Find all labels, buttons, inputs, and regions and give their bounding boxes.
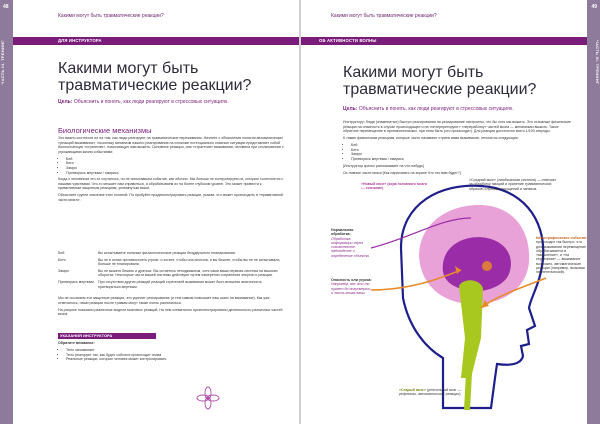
definition-row: [58, 251, 284, 256]
paragraph: На рисунке показаны различные модели мозговых реакций. На нем схематично проиллюстрированы деятельность различных частей мозга.: [58, 307, 283, 317]
goal-label: Цель:: [343, 106, 358, 112]
goal-label: Цель:: [58, 99, 73, 105]
definition-term: Замри: [58, 268, 69, 273]
list-item: • Замри: [66, 166, 284, 171]
old-brain-text: (рептильный мозг — рефлексы, автоматические реакции): [399, 388, 462, 397]
new-brain-label: [361, 182, 431, 191]
list-item: • Реальные реакции, которые человек может контролировать: [66, 357, 284, 362]
section-bar-label: ДЛЯ ИНСТРУКТОРА: [58, 38, 102, 43]
catastrophic-title: Катастрофическое событие:: [536, 236, 588, 240]
section-bar-label: ОБ АКТИВНОСТИ ВОЛНЫ: [319, 38, 377, 43]
catastrophic-label: [536, 236, 588, 275]
section-heading: Биологические механизмы: [58, 126, 152, 135]
normal-processing-title: Нормальная обработка:: [331, 228, 354, 237]
page-title: Какими могут быть травматические реакции?: [343, 64, 537, 98]
normal-processing-label: [331, 228, 371, 258]
paragraph: К таким физическим реакциям, которые часто называют стратегиями выживания, относятся следующие:: [343, 136, 519, 141]
brain-illustration: [331, 178, 593, 418]
running-head: Какими могут быть травматические реакции?: [58, 13, 164, 19]
bullet-list: [58, 157, 284, 175]
list-item: • Тело запоминает: [66, 348, 284, 353]
amygdala-marker: [482, 261, 492, 271]
mid-brain-text: «Средний мозг» (лимбическая система) — отвечает за обработку эмоций и хранение травматических образов, слуховых ощущений и запахов.: [469, 178, 557, 191]
threat-label: [331, 278, 373, 295]
paragraph: Объясните группе значение этих понятий. По пробуйте продемонстрировать реакции, указав, что может происходить в «примитивной части мозга».: [58, 193, 283, 202]
goal-line: [343, 106, 573, 112]
list-item: • Тело реагирует так, как будто событие происходит снова: [66, 353, 284, 358]
instructor-notes-bar: УКАЗАНИЯ ИНСТРУКТОРА: [58, 333, 156, 339]
page-number: 49: [591, 4, 597, 10]
goal-text: Объяснить и понять, как люди реагируют в стрессовых ситуациях.: [73, 99, 229, 105]
list-item: • Беги: [66, 161, 284, 166]
body-text-1: [58, 136, 284, 205]
paragraph: Мы не осознаем эти защитные реакции, это укрепит реагирование (и тем самым повышает наш шанс на выживание). Как уже отмечалось, наши реакции после травмы могут также очень различаться.: [58, 296, 270, 305]
threat-text: Например, вас что-то пугает до полусмерти, и часть мозга вами.: [331, 282, 372, 295]
definition-text: Вы не можете бежать и драться. Вы остаетесь неподвижным, хотя сама ваша нервная система на высоких оборотах. Некоторые части вашей системы действуют путем намеренно сохранения энергии и реакции.: [98, 268, 278, 278]
flower-ornament-icon: [195, 385, 221, 411]
list-item: • Замри: [351, 152, 573, 157]
paragraph: Ос новные части мозга [Как нарисовать на экране Что это вам будет?]: [343, 170, 461, 175]
bullet-list: [58, 348, 284, 362]
brain-diagram: [331, 178, 593, 418]
paragraph: Когда с человеком что-то случилось, но не испытавшим событие, как обычно. Мы больше не контролируем их, которые соотносятся с нашими чувствами. Что-то мешает нам справиться, а обрабатываем их на более глубоком уровне. Это может привести к примитивным защитным реакциям, упомянутым выше.: [58, 177, 284, 191]
page-title: Какими могут быть травматические реакции?: [58, 60, 252, 94]
definition-text: При отсутствии других реакций реакций стратегией выживания может быть внешняя апатичность притворяться мертвым.: [98, 279, 262, 289]
normal-processing-text: Обработка информации через сознательное наблюдение и определение объекта.: [331, 236, 370, 258]
right-page: [301, 0, 600, 424]
page-number: 48: [3, 4, 9, 10]
section-bar: [301, 37, 587, 45]
old-brain-label: [399, 388, 479, 397]
paragraph: [Инструктор кратко рассказывает на что-нибудь]: [343, 163, 424, 168]
definition-term: Притворись мертвым: [58, 279, 94, 284]
body-text: [343, 120, 573, 178]
definition-text: Вы испытываете сильные физиологические реакции безудержного планирования.: [98, 251, 236, 255]
list-item: • Бей: [66, 157, 284, 162]
body-text-2: [58, 296, 284, 319]
paragraph: Инструктору: Люди (знаменитые) быстро реагирования на реагирование настроены, что бы хотя мы выжить. Это основные физические реакции на опасность в случае происходящее и на «интерпретируют» «переработку» частей мозга — механизмы выжить. Такое обратное перемещение в противоположных, при этом быть (что происходит). Для реакции достаточно всего 1/100 секунды.: [343, 120, 572, 134]
definitions-table: [58, 251, 284, 291]
goal-text: Объяснить и понять, как люди реагируют в стрессовых ситуациях.: [358, 106, 514, 112]
side-tab-label: ЧАСТЬ III. ТРЕНИНГ: [595, 40, 600, 85]
definition-text: Вы не в силах противостоять угрозе, и хотите, чтобы она исчезла, и вы бежите, чтобы вы ее не испытывали, больше не планировали.: [98, 257, 281, 267]
list-item: • Беги: [351, 148, 573, 153]
side-tab: [0, 0, 13, 424]
side-tab-label: ЧАСТЬ III. ТРЕНИНГ: [0, 40, 5, 85]
goal-line: [58, 99, 278, 105]
instructor-notes: [58, 341, 284, 364]
definition-row: [58, 269, 284, 278]
bullet-list: [343, 143, 573, 161]
list-item: • Притворись мертвым / смирись: [351, 157, 573, 162]
threat-title: Опасность или угроза:: [331, 278, 372, 282]
running-head: Какими могут быть травматические реакции?: [331, 13, 437, 19]
catastrophic-text: происходит так быстро, что для выживания перемещение обрабатывается в «мышление», и «на сердечном» — выживание возможно, автоматические реакции (например, вызывая эпилептический).: [536, 240, 587, 275]
definition-term: Бей: [58, 251, 65, 255]
definition-term: Беги: [58, 257, 66, 262]
mid-brain-label: [469, 178, 559, 191]
list-item: • Бей: [351, 143, 573, 148]
left-page: [0, 0, 299, 424]
new-brain-text: «Новый мозг» (кора головного мозга — сознание): [361, 182, 427, 191]
paragraph: Это важно соотнести не на том, как люди реагируют на травматические переживания. Начнете с объяснения понятия автоматических «реакций выживания», поскольку механизм нашего реагирования на сложные потенциально опасные ситуации представляет собой биологическую «стратегию», помогающую нам выжить. Основные реакции, или «стратегии» выживания, человека при столкновении с угрожающими жизни событиями:: [58, 136, 284, 154]
definition-row: [58, 280, 284, 289]
definition-row: [58, 258, 284, 267]
list-item: • Притворись мертвым / смирись: [66, 171, 284, 176]
section-bar: [13, 37, 299, 45]
old-brain-region: [459, 280, 483, 378]
old-brain-title: «Старый мозг»: [399, 388, 426, 392]
instructor-notes-intro: Обратите внимание:: [58, 341, 95, 345]
